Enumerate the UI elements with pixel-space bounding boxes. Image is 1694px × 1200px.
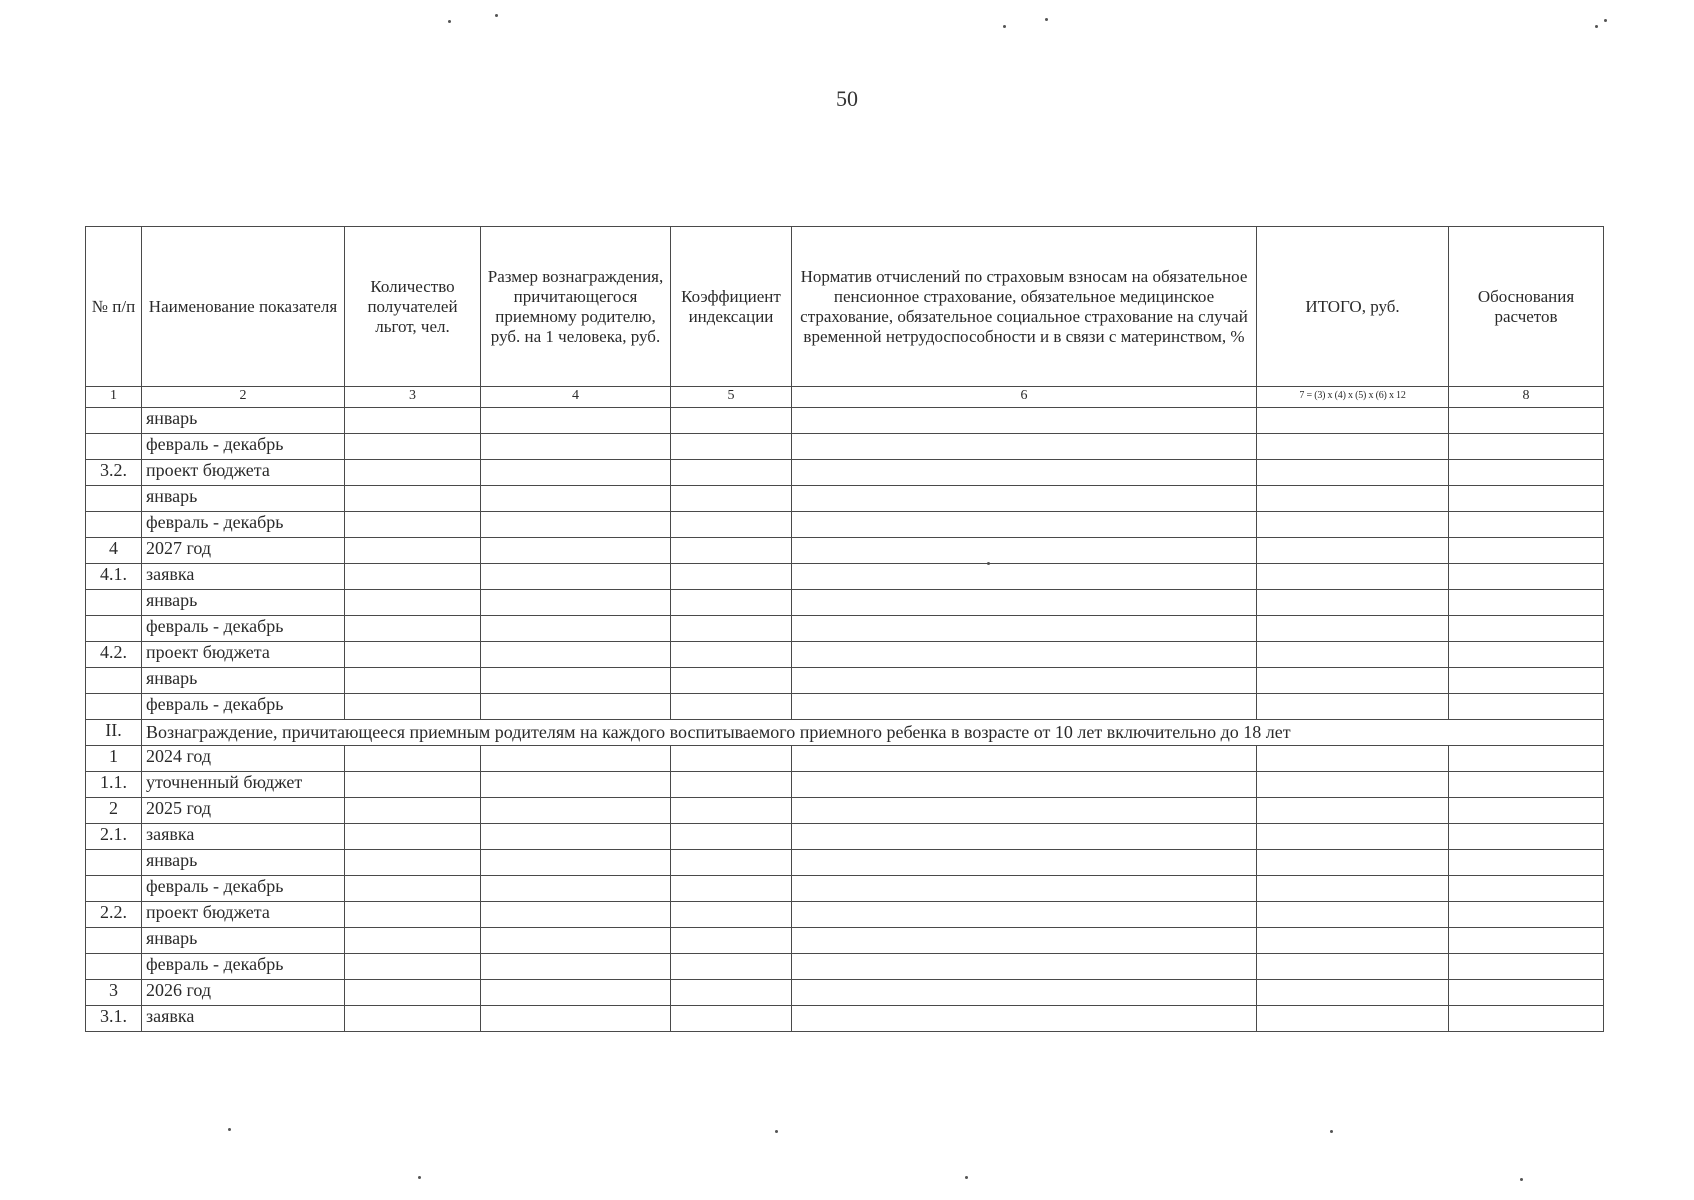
row-name: февраль - декабрь bbox=[142, 616, 345, 642]
row-name: январь bbox=[142, 590, 345, 616]
row-number bbox=[86, 408, 142, 434]
row-name: январь bbox=[142, 408, 345, 434]
scan-speck bbox=[1003, 25, 1006, 28]
table-row bbox=[86, 746, 1604, 772]
table-row bbox=[86, 850, 1604, 876]
empty-cell bbox=[1449, 564, 1604, 590]
column-number: 2 bbox=[142, 387, 345, 408]
page-number: 50 bbox=[836, 86, 858, 111]
empty-cell bbox=[1449, 642, 1604, 668]
empty-cell bbox=[1257, 564, 1449, 590]
empty-cell bbox=[345, 642, 481, 668]
row-name: январь bbox=[142, 668, 345, 694]
row-name: 2025 год bbox=[142, 798, 345, 824]
table-row bbox=[86, 1006, 1604, 1032]
empty-cell bbox=[481, 694, 671, 720]
empty-cell bbox=[792, 902, 1257, 928]
column-number: 6 bbox=[792, 387, 1257, 408]
row-number bbox=[86, 434, 142, 460]
empty-cell bbox=[671, 954, 792, 980]
empty-cell bbox=[671, 876, 792, 902]
empty-cell bbox=[481, 616, 671, 642]
empty-cell bbox=[671, 538, 792, 564]
empty-cell bbox=[345, 824, 481, 850]
empty-cell bbox=[792, 954, 1257, 980]
empty-cell bbox=[1257, 850, 1449, 876]
empty-cell bbox=[1257, 746, 1449, 772]
empty-cell bbox=[345, 408, 481, 434]
empty-cell bbox=[792, 1006, 1257, 1032]
empty-cell bbox=[792, 408, 1257, 434]
empty-cell bbox=[1449, 434, 1604, 460]
empty-cell bbox=[481, 746, 671, 772]
section-row bbox=[86, 720, 1604, 746]
empty-cell bbox=[1257, 954, 1449, 980]
row-name: январь bbox=[142, 928, 345, 954]
row-name: январь bbox=[142, 486, 345, 512]
empty-cell bbox=[481, 1006, 671, 1032]
empty-cell bbox=[1449, 590, 1604, 616]
empty-cell bbox=[1449, 902, 1604, 928]
empty-cell bbox=[671, 460, 792, 486]
table-row bbox=[86, 954, 1604, 980]
row-name: проект бюджета bbox=[142, 460, 345, 486]
table-row bbox=[86, 486, 1604, 512]
row-name: заявка bbox=[142, 564, 345, 590]
table-row bbox=[86, 642, 1604, 668]
empty-cell bbox=[792, 772, 1257, 798]
empty-cell bbox=[1449, 616, 1604, 642]
empty-cell bbox=[671, 850, 792, 876]
empty-cell bbox=[671, 824, 792, 850]
row-name: 2026 год bbox=[142, 980, 345, 1006]
empty-cell bbox=[671, 616, 792, 642]
empty-cell bbox=[345, 616, 481, 642]
empty-cell bbox=[671, 668, 792, 694]
table-row bbox=[86, 590, 1604, 616]
empty-cell bbox=[792, 980, 1257, 1006]
row-name: 2024 год bbox=[142, 746, 345, 772]
empty-cell bbox=[671, 486, 792, 512]
row-name: январь bbox=[142, 850, 345, 876]
column-number-formula: 7 = (3) x (4) x (5) x (6) x 12 bbox=[1257, 387, 1449, 408]
empty-cell bbox=[671, 1006, 792, 1032]
empty-cell bbox=[345, 1006, 481, 1032]
empty-cell bbox=[481, 512, 671, 538]
column-number: 8 bbox=[1449, 387, 1604, 408]
header-name: Наименование показателя bbox=[142, 227, 345, 387]
empty-cell bbox=[481, 486, 671, 512]
empty-cell bbox=[1449, 772, 1604, 798]
empty-cell bbox=[481, 928, 671, 954]
table-body-part1 bbox=[86, 408, 1604, 720]
section-title: Вознаграждение, причитающееся приемным родителям на каждого воспитываемого приемного ребенка в возрасте от 10 лет включительно до 18 лет bbox=[142, 720, 1604, 746]
empty-cell bbox=[345, 850, 481, 876]
empty-cell bbox=[1257, 876, 1449, 902]
header-justification: Обоснования расчетов bbox=[1449, 227, 1604, 387]
empty-cell bbox=[345, 876, 481, 902]
empty-cell bbox=[481, 798, 671, 824]
empty-cell bbox=[1257, 772, 1449, 798]
row-number: 2.2. bbox=[86, 902, 142, 928]
row-name: уточненный бюджет bbox=[142, 772, 345, 798]
table-row bbox=[86, 772, 1604, 798]
empty-cell bbox=[1449, 538, 1604, 564]
row-number bbox=[86, 850, 142, 876]
row-name: февраль - декабрь bbox=[142, 876, 345, 902]
table-row bbox=[86, 902, 1604, 928]
scan-speck bbox=[775, 1130, 778, 1133]
empty-cell bbox=[345, 538, 481, 564]
empty-cell bbox=[671, 798, 792, 824]
empty-cell bbox=[1257, 408, 1449, 434]
empty-cell bbox=[792, 928, 1257, 954]
empty-cell bbox=[792, 850, 1257, 876]
empty-cell bbox=[671, 564, 792, 590]
empty-cell bbox=[1449, 980, 1604, 1006]
empty-cell bbox=[792, 590, 1257, 616]
row-name: проект бюджета bbox=[142, 642, 345, 668]
scan-speck bbox=[965, 1176, 968, 1179]
row-name: проект бюджета bbox=[142, 902, 345, 928]
scan-speck bbox=[418, 1176, 421, 1179]
empty-cell bbox=[481, 876, 671, 902]
header-insurance-rate: Норматив отчислений по страховым взносам на обязательное пенсионное страхование, обязательное медицинское страхование, обязательное социальное страхование на случай временной нетрудоспособности и в связи с материнством, % bbox=[792, 227, 1257, 387]
empty-cell bbox=[1449, 694, 1604, 720]
empty-cell bbox=[792, 798, 1257, 824]
empty-cell bbox=[481, 824, 671, 850]
row-number bbox=[86, 928, 142, 954]
empty-cell bbox=[792, 616, 1257, 642]
row-number: 1 bbox=[86, 746, 142, 772]
row-number: 4.1. bbox=[86, 564, 142, 590]
empty-cell bbox=[671, 694, 792, 720]
scan-speck bbox=[1045, 18, 1048, 21]
row-number bbox=[86, 876, 142, 902]
empty-cell bbox=[345, 590, 481, 616]
empty-cell bbox=[1449, 876, 1604, 902]
scan-speck bbox=[495, 14, 498, 17]
table-row bbox=[86, 928, 1604, 954]
empty-cell bbox=[792, 564, 1257, 590]
empty-cell bbox=[792, 460, 1257, 486]
row-number: 3.2. bbox=[86, 460, 142, 486]
table-row bbox=[86, 512, 1604, 538]
table-row bbox=[86, 408, 1604, 434]
empty-cell bbox=[1257, 902, 1449, 928]
scan-speck bbox=[1520, 1178, 1523, 1181]
empty-cell bbox=[792, 434, 1257, 460]
scan-speck bbox=[448, 20, 451, 23]
empty-cell bbox=[481, 590, 671, 616]
table-row bbox=[86, 798, 1604, 824]
section-number: II. bbox=[86, 720, 142, 746]
row-name: заявка bbox=[142, 824, 345, 850]
empty-cell bbox=[345, 902, 481, 928]
empty-cell bbox=[1449, 668, 1604, 694]
row-number: 4.2. bbox=[86, 642, 142, 668]
row-number bbox=[86, 668, 142, 694]
table-row bbox=[86, 694, 1604, 720]
empty-cell bbox=[792, 642, 1257, 668]
column-number: 5 bbox=[671, 387, 792, 408]
table-row bbox=[86, 876, 1604, 902]
empty-cell bbox=[792, 668, 1257, 694]
empty-cell bbox=[1257, 642, 1449, 668]
empty-cell bbox=[345, 486, 481, 512]
empty-cell bbox=[1449, 512, 1604, 538]
empty-cell bbox=[1449, 798, 1604, 824]
row-number: 3.1. bbox=[86, 1006, 142, 1032]
empty-cell bbox=[345, 928, 481, 954]
column-number-row bbox=[86, 387, 1604, 408]
empty-cell bbox=[792, 512, 1257, 538]
empty-cell bbox=[345, 746, 481, 772]
row-number bbox=[86, 616, 142, 642]
row-number bbox=[86, 486, 142, 512]
header-recipients: Количество получателей льгот, чел. bbox=[345, 227, 481, 387]
empty-cell bbox=[345, 694, 481, 720]
empty-cell bbox=[1449, 824, 1604, 850]
column-number: 4 bbox=[481, 387, 671, 408]
empty-cell bbox=[1257, 590, 1449, 616]
empty-cell bbox=[481, 642, 671, 668]
row-name: 2027 год bbox=[142, 538, 345, 564]
empty-cell bbox=[345, 460, 481, 486]
empty-cell bbox=[345, 434, 481, 460]
row-name: февраль - декабрь bbox=[142, 954, 345, 980]
empty-cell bbox=[792, 746, 1257, 772]
empty-cell bbox=[1449, 1006, 1604, 1032]
column-number: 3 bbox=[345, 387, 481, 408]
empty-cell bbox=[1257, 980, 1449, 1006]
empty-cell bbox=[1257, 486, 1449, 512]
table-row bbox=[86, 668, 1604, 694]
empty-cell bbox=[671, 980, 792, 1006]
empty-cell bbox=[1449, 954, 1604, 980]
empty-cell bbox=[481, 902, 671, 928]
empty-cell bbox=[1257, 460, 1449, 486]
column-number: 1 bbox=[86, 387, 142, 408]
empty-cell bbox=[671, 902, 792, 928]
table-body-part2 bbox=[86, 746, 1604, 1032]
table-row bbox=[86, 434, 1604, 460]
empty-cell bbox=[1257, 434, 1449, 460]
empty-cell bbox=[345, 512, 481, 538]
empty-cell bbox=[1257, 798, 1449, 824]
header-index-coefficient: Коэффициент индексации bbox=[671, 227, 792, 387]
row-number bbox=[86, 694, 142, 720]
scan-speck bbox=[1330, 1130, 1333, 1133]
empty-cell bbox=[345, 798, 481, 824]
row-name: заявка bbox=[142, 1006, 345, 1032]
empty-cell bbox=[345, 772, 481, 798]
empty-cell bbox=[481, 850, 671, 876]
empty-cell bbox=[792, 824, 1257, 850]
empty-cell bbox=[1257, 694, 1449, 720]
row-number: 2 bbox=[86, 798, 142, 824]
table-row bbox=[86, 616, 1604, 642]
header-row bbox=[86, 227, 1604, 387]
empty-cell bbox=[671, 408, 792, 434]
empty-cell bbox=[792, 876, 1257, 902]
empty-cell bbox=[481, 434, 671, 460]
empty-cell bbox=[671, 642, 792, 668]
empty-cell bbox=[1449, 928, 1604, 954]
empty-cell bbox=[345, 954, 481, 980]
budget-table bbox=[85, 226, 1604, 1032]
table-row bbox=[86, 460, 1604, 486]
empty-cell bbox=[481, 954, 671, 980]
empty-cell bbox=[481, 460, 671, 486]
empty-cell bbox=[792, 486, 1257, 512]
empty-cell bbox=[1257, 616, 1449, 642]
empty-cell bbox=[1257, 668, 1449, 694]
row-name: февраль - декабрь bbox=[142, 694, 345, 720]
header-num: № п/п bbox=[86, 227, 142, 387]
empty-cell bbox=[1449, 746, 1604, 772]
empty-cell bbox=[481, 564, 671, 590]
empty-cell bbox=[1257, 928, 1449, 954]
table-row bbox=[86, 564, 1604, 590]
empty-cell bbox=[671, 590, 792, 616]
empty-cell bbox=[345, 564, 481, 590]
table-row bbox=[86, 980, 1604, 1006]
empty-cell bbox=[345, 980, 481, 1006]
empty-cell bbox=[481, 980, 671, 1006]
row-name: февраль - декабрь bbox=[142, 512, 345, 538]
empty-cell bbox=[481, 538, 671, 564]
table-row bbox=[86, 538, 1604, 564]
scan-speck bbox=[1595, 25, 1598, 28]
empty-cell bbox=[671, 928, 792, 954]
empty-cell bbox=[792, 538, 1257, 564]
header-total: ИТОГО, руб. bbox=[1257, 227, 1449, 387]
row-number bbox=[86, 954, 142, 980]
row-number: 2.1. bbox=[86, 824, 142, 850]
empty-cell bbox=[1449, 460, 1604, 486]
empty-cell bbox=[1257, 1006, 1449, 1032]
empty-cell bbox=[1449, 850, 1604, 876]
row-number: 3 bbox=[86, 980, 142, 1006]
empty-cell bbox=[481, 668, 671, 694]
empty-cell bbox=[671, 434, 792, 460]
empty-cell bbox=[1257, 824, 1449, 850]
row-number bbox=[86, 590, 142, 616]
row-number bbox=[86, 512, 142, 538]
empty-cell bbox=[1449, 486, 1604, 512]
empty-cell bbox=[1257, 512, 1449, 538]
empty-cell bbox=[481, 772, 671, 798]
empty-cell bbox=[792, 694, 1257, 720]
row-number: 4 bbox=[86, 538, 142, 564]
empty-cell bbox=[671, 746, 792, 772]
empty-cell bbox=[481, 408, 671, 434]
scan-speck bbox=[228, 1128, 231, 1131]
table-row bbox=[86, 824, 1604, 850]
empty-cell bbox=[1257, 538, 1449, 564]
row-number: 1.1. bbox=[86, 772, 142, 798]
empty-cell bbox=[671, 772, 792, 798]
header-reward-size: Размер вознаграждения, причитающегося приемному родителю, руб. на 1 человека, руб. bbox=[481, 227, 671, 387]
empty-cell bbox=[671, 512, 792, 538]
row-name: февраль - декабрь bbox=[142, 434, 345, 460]
empty-cell bbox=[345, 668, 481, 694]
empty-cell bbox=[1449, 408, 1604, 434]
scan-speck bbox=[1604, 19, 1607, 22]
